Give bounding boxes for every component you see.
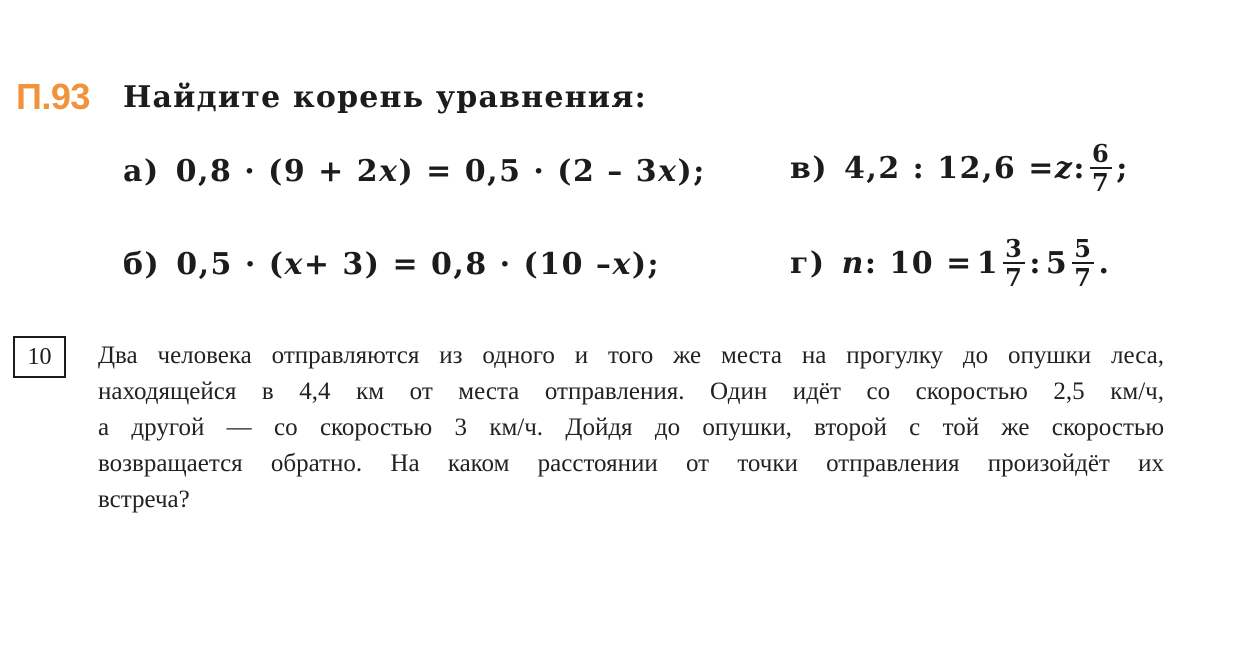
equation-b-tag: б) bbox=[123, 247, 161, 282]
equation-b-part1: 0,5 · ( bbox=[176, 247, 285, 282]
equation-g-part2: : bbox=[1029, 245, 1042, 281]
equation-g-part3: . bbox=[1098, 245, 1111, 281]
equation-g-part1: : 10 = bbox=[864, 245, 973, 281]
problem-line: находящейся в 4,4 км от места отправления. Один идёт со скоростью 2,5 км/ч, bbox=[98, 378, 1164, 405]
exercise-heading: Найдите корень уравнения: bbox=[123, 80, 647, 115]
equation-a-part3: ); bbox=[677, 154, 706, 189]
equation-a-part2: ) = 0,5 · (2 – 3 bbox=[398, 154, 659, 189]
equation-g-fraction1-denominator: 7 bbox=[1005, 263, 1024, 292]
problem-line: возвращается обратно. На каком расстоянии от точки отправления произойдёт их bbox=[98, 450, 1164, 477]
equation-v-tag: в) bbox=[790, 150, 829, 186]
problem-number-box: 10 bbox=[13, 336, 66, 378]
equation-v-part3: ; bbox=[1116, 150, 1129, 186]
equation-g-fraction1 bbox=[1003, 235, 1025, 291]
equation-g bbox=[790, 235, 1110, 291]
equation-b bbox=[123, 247, 660, 282]
equation-b-var1: x bbox=[284, 247, 304, 282]
equation-v-fraction-denominator: 7 bbox=[1091, 168, 1111, 197]
equation-g-tag: г) bbox=[790, 245, 826, 281]
equation-a-var2: x bbox=[658, 154, 678, 189]
equation-b-var2: x bbox=[612, 247, 632, 282]
equation-v-fraction bbox=[1090, 140, 1112, 196]
equation-g-fraction1-numerator: 3 bbox=[1005, 234, 1024, 263]
problem-line: встреча? bbox=[98, 486, 190, 513]
problem-text bbox=[98, 338, 1164, 518]
equation-v-part1: 4,2 : 12,6 = bbox=[844, 150, 1055, 186]
equation-a bbox=[123, 154, 706, 189]
problem-line: Два человека отправляются из одного и того же места на прогулку до опушки леса, bbox=[98, 342, 1164, 369]
equation-v-var1: z bbox=[1054, 150, 1074, 186]
equation-g-whole2: 5 bbox=[1045, 245, 1069, 281]
equation-g-fraction2-numerator: 5 bbox=[1074, 234, 1093, 263]
equation-g-fraction2 bbox=[1072, 235, 1094, 291]
equation-v-part2: : bbox=[1073, 150, 1086, 186]
equation-v-fraction-numerator: 6 bbox=[1091, 139, 1111, 168]
equation-v bbox=[790, 140, 1129, 196]
equation-g-whole1: 1 bbox=[976, 245, 1000, 281]
equation-g-var1: n bbox=[841, 245, 865, 281]
equation-b-part3: ); bbox=[631, 247, 661, 282]
equation-g-fraction2-denominator: 7 bbox=[1074, 263, 1093, 292]
equation-b-part2: + 3) = 0,8 · (10 – bbox=[303, 247, 613, 282]
problem-line: а другой — со скоростью 3 км/ч. Дойдя до опушки, второй с той же скоростью bbox=[98, 414, 1164, 441]
exercise-label: П.93 bbox=[16, 76, 90, 117]
equation-a-var1: x bbox=[379, 154, 399, 189]
equation-a-tag: а) bbox=[123, 154, 160, 189]
equation-a-part1: 0,8 · (9 + 2 bbox=[175, 154, 380, 189]
